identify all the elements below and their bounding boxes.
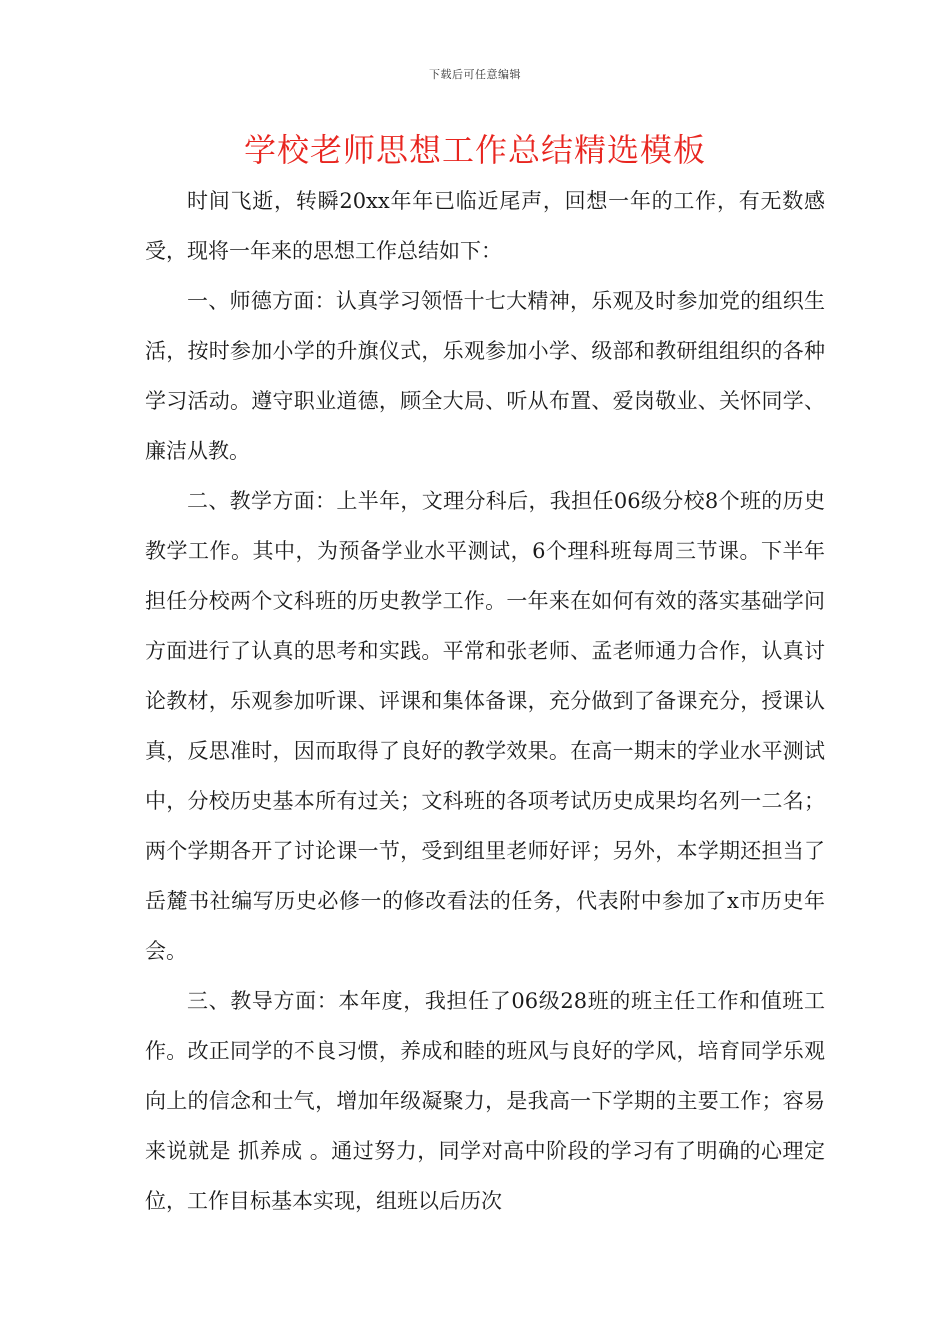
header-note: 下载后可任意编辑 (429, 68, 521, 81)
paragraph-guidance: 三、教导方面：本年度，我担任了06级28班的班主任工作和值班工作。改正同学的不良习惯，养成和睦的班风与良好的学风，培育同学乐观向上的信念和士气，增加年级凝聚力，是我高一下学期的主要工作；容易来说就是 抓养成 。通过努力，同学对高中阶段的学习有了明确的心理定位，工作目标基本实现，组班以后历次 (145, 989, 825, 1213)
document-body (145, 176, 825, 1226)
document-title: 学校老师思想工作总结精选模板 (243, 131, 706, 169)
paragraph-intro: 时间飞逝，转瞬20xx年年已临近尾声，回想一年的工作，有无数感受，现将一年来的思想工作总结如下： (145, 189, 825, 263)
paragraph-ethics: 一、师德方面：认真学习领悟十七大精神，乐观及时参加党的组织生活，按时参加小学的升旗仪式，乐观参加小学、级部和教研组组织的各种学习活动。遵守职业道德，顾全大局、听从布置、爱岗敬业、关怀同学、廉洁从教。 (145, 289, 825, 463)
paragraph-teaching: 二、教学方面：上半年，文理分科后，我担任06级分校8个班的历史教学工作。其中，为预备学业水平测试，6个理科班每周三节课。下半年担任分校两个文科班的历史教学工作。一年来在如何有效的落实基础学问方面进行了认真的思考和实践。平常和张老师、孟老师通力合作，认真讨论教材，乐观参加听课、评课和集体备课，充分做到了备课充分，授课认真，反思准时，因而取得了良好的教学效果。在高一期末的学业水平测试中，分校历史基本所有过关；文科班的各项考试历史成果均名列一二名；两个学期各开了讨论课一节，受到组里老师好评；另外，本学期还担当了岳麓书社编写历史必修一的修改看法的任务，代表附中参加了x市历史年会。 (145, 489, 825, 963)
